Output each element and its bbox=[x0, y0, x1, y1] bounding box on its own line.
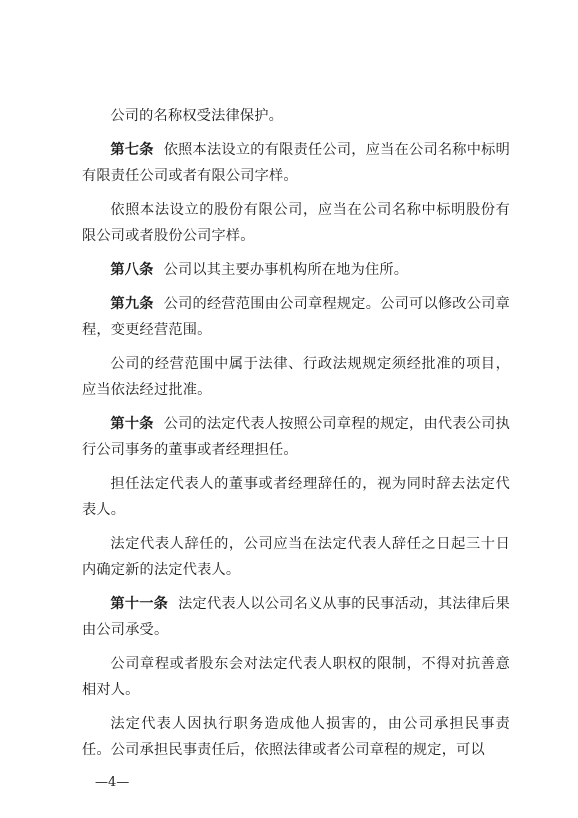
article-heading: 第七条 bbox=[110, 142, 154, 158]
paragraph-8 bbox=[82, 471, 510, 523]
paragraph-text: 依照本法设立的有限责任公司，应当在公司名称中标明有限责任公司或者有限公司字样。 bbox=[82, 142, 510, 184]
article-heading: 第九条 bbox=[110, 296, 154, 312]
paragraph-text: 法定代表人以公司名义从事的民事活动，其法律后果由公司承受。 bbox=[82, 596, 510, 638]
article-heading: 第十一条 bbox=[110, 596, 169, 612]
paragraph-6 bbox=[82, 351, 510, 403]
paragraph-text: 担任法定代表人的董事或者经理辞任的，视为同时辞去法定代表人。 bbox=[82, 476, 510, 518]
paragraph-text: 依照本法设立的股份有限公司，应当在公司名称中标明股份有限公司或者股份公司字样。 bbox=[82, 202, 510, 244]
article-10-paragraph bbox=[82, 411, 510, 463]
paragraph-text: 公司章程或者股东会对法定代表人职权的限制，不得对抗善意相对人。 bbox=[82, 656, 510, 698]
paragraph-text: 法定代表人因执行职务造成他人损害的，由公司承担民事责任。公司承担民事责任后，依照法律或者公司章程的规定，可以 bbox=[82, 716, 510, 758]
article-11-paragraph bbox=[82, 591, 510, 643]
paragraph-text: 公司以其主要办事机构所在地为住所。 bbox=[163, 262, 409, 278]
article-9-paragraph bbox=[82, 291, 510, 343]
paragraph-3 bbox=[82, 197, 510, 249]
paragraph-text: 公司的经营范围中属于法律、行政法规规定须经批准的项目，应当依法经过批准。 bbox=[82, 356, 510, 398]
paragraph-text: 公司的名称权受法律保护。 bbox=[110, 108, 284, 124]
article-heading: 第十条 bbox=[110, 416, 154, 432]
paragraph-text: 公司的经营范围由公司章程规定。公司可以修改公司章程，变更经营范围。 bbox=[82, 296, 510, 338]
paragraph-9 bbox=[82, 531, 510, 583]
page-number: —4— bbox=[95, 775, 130, 790]
article-7-paragraph bbox=[82, 137, 510, 189]
article-heading: 第八条 bbox=[110, 262, 154, 278]
paragraph-12 bbox=[82, 711, 510, 763]
paragraph-text: 公司的法定代表人按照公司章程的规定，由代表公司执行公司事务的董事或者经理担任。 bbox=[82, 416, 510, 458]
paragraph-1 bbox=[82, 103, 510, 129]
paragraph-text: 法定代表人辞任的，公司应当在法定代表人辞任之日起三十日内确定新的法定代表人。 bbox=[82, 536, 510, 578]
document-page bbox=[82, 103, 510, 771]
paragraph-11 bbox=[82, 651, 510, 703]
article-8-paragraph bbox=[82, 257, 510, 283]
